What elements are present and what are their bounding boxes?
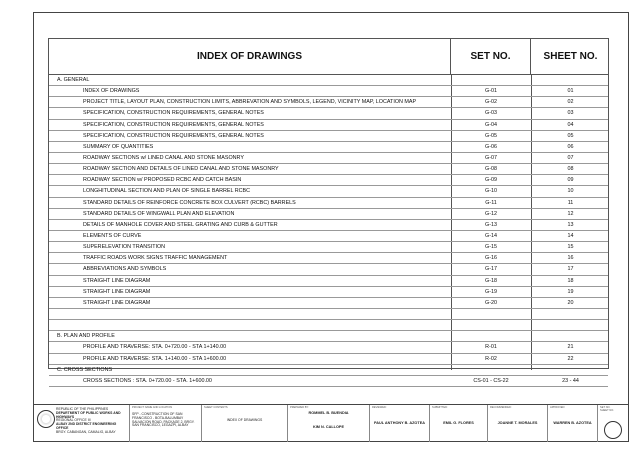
drawing-title: LONGHITUDINAL SECTION AND PLAN OF SINGLE BARREL RCBC [83,188,251,195]
sheet-number: 01 [567,88,574,95]
submitted-cell [430,405,488,442]
table-row [49,198,608,209]
set-number: G-07 [485,154,497,161]
sheet-contents-label: SHEET CONTENTS [204,406,228,409]
header-sheet-no: SHEET NO. [543,51,598,62]
table-row [49,209,608,220]
prepared-name: ROMMEL B. BUENDIA [308,411,349,415]
table-row [49,231,608,242]
sheet-number: 02 [567,99,574,106]
reviewed-name: PAUL ANTHONY B. AZOTEA [374,421,425,425]
drawing-title: ELEMENTS OF CURVE [83,232,142,239]
agency-line: ALBAY 2ND DISTRICT ENGINEERING OFFICE [56,422,117,430]
reviewed-label: REVIEWED: [372,406,387,409]
set-number: G-10 [485,188,497,195]
agency-cell [34,405,130,442]
drawing-title: DETAILS OF MANHOLE COVER AND STEEL GRATING AND CURB & GUTTER [83,221,278,228]
set-number: G-15 [485,244,497,251]
table-row [49,86,608,97]
set-number: R-02 [485,355,497,362]
table-row [49,175,608,186]
agency-line: BRGY. CABANGAN, CAMALIG, ALBAY [56,429,116,434]
sheet-number: 17 [567,266,574,273]
table-row [49,287,608,298]
set-number: G-18 [485,277,497,284]
sheet-number: 15 [567,244,574,251]
drawing-title: SPECIFICATION, CONSTRUCTION REQUIREMENTS, GENERAL NOTES [83,132,264,139]
reviewed-cell [370,405,430,442]
sheet-number: 12 [567,210,574,217]
sheet-number: 11 [567,199,574,206]
table-body [49,75,608,387]
table-row [49,108,608,119]
drawing-title: SPECIFICATION, CONSTRUCTION REQUIREMENTS, GENERAL NOTES [83,110,264,117]
sheet-number: 16 [567,255,574,262]
sheet-number: 08 [567,166,574,173]
drawing-sheet [33,12,629,442]
table-row [49,97,608,108]
agency-line: REGIONAL OFFICE III [56,418,91,423]
drawing-title: PROFILE AND TRAVERSE: STA. 1+140.00 - STA 1+600.00 [83,355,227,362]
sheet-number: 22 [567,355,574,362]
set-label: SET NO. [600,406,611,409]
drawing-title: STRAIGHT LINE DIAGRAM [83,288,151,295]
drawing-title: C. CROSS SECTIONS [57,366,113,373]
section-row [49,365,608,376]
set-number: G-03 [485,110,497,117]
dpwh-seal-icon [37,410,55,428]
project-text: SFP - CONSTRUCTION OF SAN FRANCISCO - BOTA-BALUMBAY SALVACION ROAD, PACKAGE 2, BRGY. SAN FRANCISCO, LEGAZPI, ALBAY [132,412,195,428]
agency-line: DEPARTMENT OF PUBLIC WORKS AND HIGHWAYS [56,410,121,419]
set-number: G-16 [485,255,497,262]
sheet-contents: INDEX OF DRAWINGS [226,418,263,422]
drawing-title: STANDARD DETAILS OF WINGWALL PLAN AND ELEVATION [83,210,235,217]
approved-name: WARREN B. AZOTEA [553,421,592,425]
sheet-number: 20 [567,299,574,306]
sheet-number: 10 [567,188,574,195]
recommended-cell [488,405,548,442]
set-number: G-08 [485,166,497,173]
table-row [49,264,608,275]
set-number: G-05 [485,132,497,139]
set-number: G-12 [485,210,497,217]
set-number: G-02 [485,99,497,106]
sheet-number: 09 [567,177,574,184]
table-row [49,242,608,253]
drawing-title: ROADWAY SECTION AND DETAILS OF LINED CANAL AND STONE MASONRY [83,166,279,173]
table-row [49,376,608,387]
approved-label: APPROVED: [550,406,566,409]
title-block [34,404,628,442]
blank-row [49,320,608,331]
checked-name: KIM N. CALLOPE [312,425,344,429]
sheet-number: 07 [567,154,574,161]
drawing-title: TRAFFIC ROADS WORK SIGNS TRAFFIC MANAGEMENT [83,255,228,262]
sheet-number: 04 [567,121,574,128]
drawing-title: SUPERELEVATION TRANSITION [83,244,166,251]
sheet-number: 19 [567,288,574,295]
table-row [49,220,608,231]
project-label: PROJECT NAME AND LOCATION [132,406,173,409]
table-row [49,354,608,365]
drawing-title: PROFILE AND TRAVERSE: STA. 0+720.00 - STA 1+140.00 [83,344,227,351]
table-row [49,131,608,142]
set-number: G-09 [485,177,497,184]
drawing-title: STRAIGHT LINE DIAGRAM [83,299,151,306]
header-title: INDEX OF DRAWINGS [49,39,451,74]
prepared-cell [288,405,370,442]
set-number: G-01 [485,88,497,95]
drawing-title: INDEX OF DRAWINGS [83,88,140,95]
index-table [48,38,609,384]
submitted-name: EMIL G. FLORES [443,421,474,425]
recommended-label: RECOMMENDED: [490,406,512,409]
sheet-contents-cell [202,405,288,442]
sheet-number: 18 [567,277,574,284]
drawing-title: SUMMARY OF QUANTITIES [83,143,154,150]
sheet-number-circle [604,421,622,439]
section-row [49,331,608,342]
agency-line: REPUBLIC OF THE PHILIPPINES [56,407,109,411]
sheet-number: 14 [567,232,574,239]
drawing-title: ROADWAY SECTIONS w/ LINED CANAL AND STONE MASONRY [83,154,244,161]
set-number: G-06 [485,143,497,150]
drawing-title: STANDARD DETAILS OF REINFORCE CONCRETE BOX CULVERT (RCBC) BARRELS [83,199,296,206]
table-row [49,276,608,287]
drawing-title: ROADWAY SECTION w/ PROPOSED RCBC AND CATCH BASIN [83,177,242,184]
set-number: G-11 [485,199,497,206]
table-row [49,142,608,153]
section-row [49,75,608,86]
header-set-no: SET NO. [451,39,531,74]
sheet-number: 21 [567,344,574,351]
table-header [49,39,608,75]
recommended-name: JOANNE T. MORALES [497,421,538,425]
drawing-title: PROJECT TITLE, LAYOUT PLAN, CONSTRUCTION LIMITS, ABBREVATION AND SYMBOLS, LEGEND, VICINITY MAP, LOCATION MAP [83,99,417,106]
table-row [49,164,608,175]
set-number: R-01 [485,344,497,351]
set-number: G-20 [485,299,497,306]
sheet-number: 03 [567,110,574,117]
project-cell [130,405,202,442]
drawing-title: STRAIGHT LINE DIAGRAM [83,277,151,284]
set-number: G-04 [485,121,497,128]
set-number: G-17 [485,266,497,273]
drawing-title: A. GENERAL [57,77,90,83]
set-number: G-14 [485,232,497,239]
sheet-label: SHEET NO. [600,409,614,412]
table-row [49,186,608,197]
table-row [49,342,608,353]
submitted-label: SUBMITTED: [432,406,448,409]
set-number: CS-01 - CS-22 [473,377,509,384]
drawing-title: CROSS SECTIONS : STA. 0+720.00 - STA. 1+600.00 [83,377,212,384]
table-row [49,120,608,131]
prepared-label: PREPARED BY: [290,406,309,409]
table-row [49,298,608,309]
approved-cell [548,405,598,442]
drawing-title: SPECIFICATION, CONSTRUCTION REQUIREMENTS, GENERAL NOTES [83,121,264,128]
table-row [49,153,608,164]
sheet-number: 13 [567,221,574,228]
drawing-title: ABBREVIATIONS AND SYMBOLS [83,266,167,273]
sheet-number: 05 [567,132,574,139]
table-row [49,253,608,264]
sheet-number: 23 - 44 [562,377,579,384]
set-number: G-19 [485,288,497,295]
sheet-number: 06 [567,143,574,150]
set-number: G-13 [485,221,497,228]
drawing-title: B. PLAN AND PROFILE [57,333,115,340]
blank-row [49,309,608,320]
